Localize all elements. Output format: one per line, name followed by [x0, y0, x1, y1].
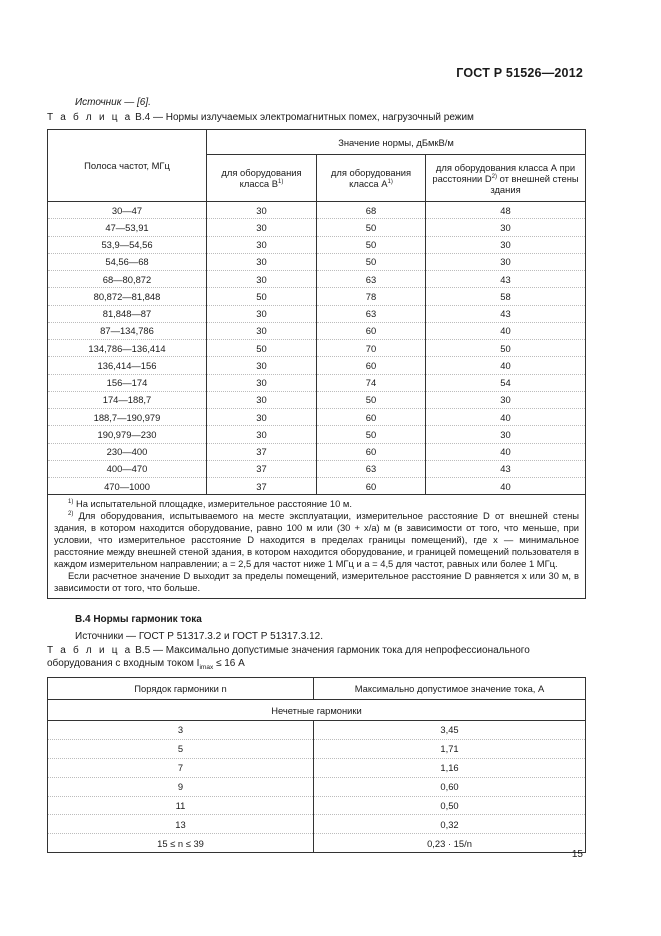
table-row	[48, 271, 586, 288]
cell-max-current: 0,50	[314, 796, 586, 815]
cell-class-b: 30	[207, 271, 317, 288]
cell-harmonic-order: 9	[48, 777, 314, 796]
cell-class-b: 30	[207, 426, 317, 443]
document-header: ГОСТ Р 51526—2012	[456, 66, 583, 80]
table4-caption-prefix: Т а б л и ц а	[47, 112, 133, 123]
cell-class-b: 30	[207, 219, 317, 236]
cell-band: 87—134,786	[48, 322, 207, 339]
table4-caption-text: В.4 — Нормы излучаемых электромагнитных помех, нагрузочный режим	[135, 112, 474, 123]
table4-caption	[47, 112, 587, 125]
cell-class-b: 30	[207, 322, 317, 339]
table-row	[48, 426, 586, 443]
note2-marker: 2)	[68, 511, 74, 518]
cell-class-a: 50	[317, 391, 426, 408]
sources-note: Источники — ГОСТ Р 51317.3.2 и ГОСТ Р 51317.3.12.	[75, 631, 324, 642]
cell-band: 156—174	[48, 374, 207, 391]
cell-band: 188,7—190,979	[48, 409, 207, 426]
cell-max-current: 3,45	[314, 721, 586, 740]
cell-class-b: 30	[207, 202, 317, 219]
table-row	[48, 739, 586, 758]
cell-class-a-distance: 48	[426, 202, 586, 219]
cell-harmonic-order: 15 ≤ n ≤ 39	[48, 834, 314, 853]
col-header-group: Значение нормы, дБмкВ/м	[207, 130, 586, 155]
cell-class-a-distance: 30	[426, 219, 586, 236]
table-row	[48, 834, 586, 853]
col-header-max-current: Максимально допустимое значение тока, А	[314, 678, 586, 700]
table-row	[48, 796, 586, 815]
cell-class-b: 50	[207, 288, 317, 305]
cell-band: 30—47	[48, 202, 207, 219]
table5-caption	[47, 645, 587, 674]
cell-band: 80,872—81,848	[48, 288, 207, 305]
cell-class-a-distance: 43	[426, 460, 586, 477]
table-row	[48, 443, 586, 460]
table-row	[48, 236, 586, 253]
table-row	[48, 305, 586, 322]
cell-band: 81,848—87	[48, 305, 207, 322]
table-row	[48, 758, 586, 777]
table-row	[48, 460, 586, 477]
cell-class-a-distance: 30	[426, 391, 586, 408]
cell-class-a: 60	[317, 443, 426, 460]
cell-class-a: 60	[317, 357, 426, 374]
col-header-class-a-text: для оборудования класса А	[330, 167, 412, 189]
col-header-class-b	[207, 155, 317, 202]
cell-class-a-distance: 43	[426, 305, 586, 322]
note2-text: Для оборудования, испытываемого на месте эксплуатации, измерительное расстояние D от внешней стены здания, в котором находится оборудование, равно 100 м или (30 + x/a) м (в зависимости от того, что меньше, при условии, что измерительное расстояние D находится в пределах границы помещений), где x — минимальное расстояние между внешней стеной здания, в котором находится оборудование, и границей помещений пользователя в каждом измерительном направлении; a = 2,5 для частот ниже 1 МГц и a = 4,5 для частот, равных или более 1 МГц.	[54, 510, 580, 569]
cell-class-a-distance: 54	[426, 374, 586, 391]
cell-band: 136,414—156	[48, 357, 207, 374]
cell-class-a-distance: 30	[426, 236, 586, 253]
cell-band: 53,9—54,56	[48, 236, 207, 253]
cell-class-a: 60	[317, 409, 426, 426]
col-header-a2-sup: 2)	[491, 173, 498, 180]
note1-marker: 1)	[68, 499, 74, 506]
col-header-class-a	[317, 155, 426, 202]
col-header-band: Полоса частот, МГц	[48, 130, 207, 202]
cell-class-b: 30	[207, 253, 317, 270]
col-header-a2-post: от внешней стены здания	[490, 172, 579, 195]
cell-max-current: 0,23 · 15/n	[314, 834, 586, 853]
cell-band: 174—188,7	[48, 391, 207, 408]
cell-class-b: 37	[207, 460, 317, 477]
table4-notes	[48, 495, 586, 598]
table-row	[48, 815, 586, 834]
cell-band: 134,786—136,414	[48, 340, 207, 357]
table5-caption-tail: ≤ 16 А	[213, 657, 245, 669]
table5-caption-text: В.5 — Максимально допустимые значения гармоник тока для непрофессионального оборудования с входным током I	[47, 645, 530, 669]
cell-max-current: 1,16	[314, 758, 586, 777]
cell-class-a: 50	[317, 253, 426, 270]
cell-class-a: 74	[317, 374, 426, 391]
note3-text: Если расчетное значение D выходит за пределы помещений, измерительное расстояние D равняется x или 30 м, в зависимости от того, что больше.	[54, 569, 580, 593]
page-number: 15	[571, 849, 583, 860]
cell-class-a-distance: 30	[426, 426, 586, 443]
source-note: Источник — [6].	[75, 97, 151, 108]
table-row	[48, 357, 586, 374]
table-row	[48, 374, 586, 391]
cell-class-b: 30	[207, 409, 317, 426]
cell-class-a: 50	[317, 219, 426, 236]
cell-class-a: 60	[317, 322, 426, 339]
cell-harmonic-order: 5	[48, 739, 314, 758]
col-header-class-b-sup: 1)	[278, 179, 284, 185]
cell-class-a-distance: 40	[426, 322, 586, 339]
cell-max-current: 1,71	[314, 739, 586, 758]
col-header-class-b-text: для оборудования класса В	[221, 167, 302, 189]
cell-class-a-distance: 40	[426, 409, 586, 426]
table-row	[48, 478, 586, 495]
col-header-class-a-sup: 1)	[387, 179, 393, 185]
table-row	[48, 777, 586, 796]
table5-caption-sub: imax	[199, 663, 214, 671]
cell-class-a: 50	[317, 426, 426, 443]
cell-class-a: 50	[317, 236, 426, 253]
cell-class-b: 30	[207, 305, 317, 322]
cell-class-b: 37	[207, 443, 317, 460]
cell-band: 68—80,872	[48, 271, 207, 288]
table-row	[48, 409, 586, 426]
cell-harmonic-order: 11	[48, 796, 314, 815]
cell-class-a: 70	[317, 340, 426, 357]
cell-harmonic-order: 3	[48, 721, 314, 740]
cell-harmonic-order: 13	[48, 815, 314, 834]
cell-harmonic-order: 7	[48, 758, 314, 777]
col-header-class-a-distance	[426, 155, 586, 202]
note1-text: На испытательной площадке, измерительное расстояние 10 м.	[75, 498, 352, 510]
table-row	[48, 391, 586, 408]
cell-class-a: 68	[317, 202, 426, 219]
group-odd-harmonics: Нечетные гармоники	[48, 700, 586, 721]
cell-class-b: 30	[207, 374, 317, 391]
cell-class-a-distance: 40	[426, 443, 586, 460]
cell-class-b: 30	[207, 391, 317, 408]
table-row	[48, 322, 586, 339]
cell-class-a-distance: 43	[426, 271, 586, 288]
cell-max-current: 0,32	[314, 815, 586, 834]
cell-class-a: 63	[317, 271, 426, 288]
cell-class-b: 50	[207, 340, 317, 357]
emission-limits-table	[47, 129, 586, 599]
table-row	[48, 721, 586, 740]
cell-band: 230—400	[48, 443, 207, 460]
cell-class-a: 78	[317, 288, 426, 305]
cell-band: 47—53,91	[48, 219, 207, 236]
table5-caption-prefix: Т а б л и ц а	[47, 645, 133, 656]
cell-class-a-distance: 40	[426, 478, 586, 495]
cell-band: 190,979—230	[48, 426, 207, 443]
cell-class-a-distance: 40	[426, 357, 586, 374]
cell-class-a-distance: 50	[426, 340, 586, 357]
cell-band: 470—1000	[48, 478, 207, 495]
cell-class-a: 60	[317, 478, 426, 495]
cell-class-a-distance: 30	[426, 253, 586, 270]
harmonics-table	[47, 677, 586, 853]
cell-class-b: 37	[207, 478, 317, 495]
col-header-a2-pre: для оборудования класса А при расстоянии D	[432, 161, 576, 184]
table-row	[48, 253, 586, 270]
cell-class-b: 30	[207, 357, 317, 374]
table-row	[48, 202, 586, 219]
cell-class-a-distance: 58	[426, 288, 586, 305]
table-row	[48, 288, 586, 305]
cell-class-a: 63	[317, 305, 426, 322]
cell-class-b: 30	[207, 236, 317, 253]
cell-band: 400—470	[48, 460, 207, 477]
section-title-b4: В.4 Нормы гармоник тока	[75, 614, 202, 625]
cell-class-a: 63	[317, 460, 426, 477]
col-header-order: Порядок гармоники n	[48, 678, 314, 700]
cell-max-current: 0,60	[314, 777, 586, 796]
cell-band: 54,56—68	[48, 253, 207, 270]
table-row	[48, 219, 586, 236]
table-row	[48, 340, 586, 357]
